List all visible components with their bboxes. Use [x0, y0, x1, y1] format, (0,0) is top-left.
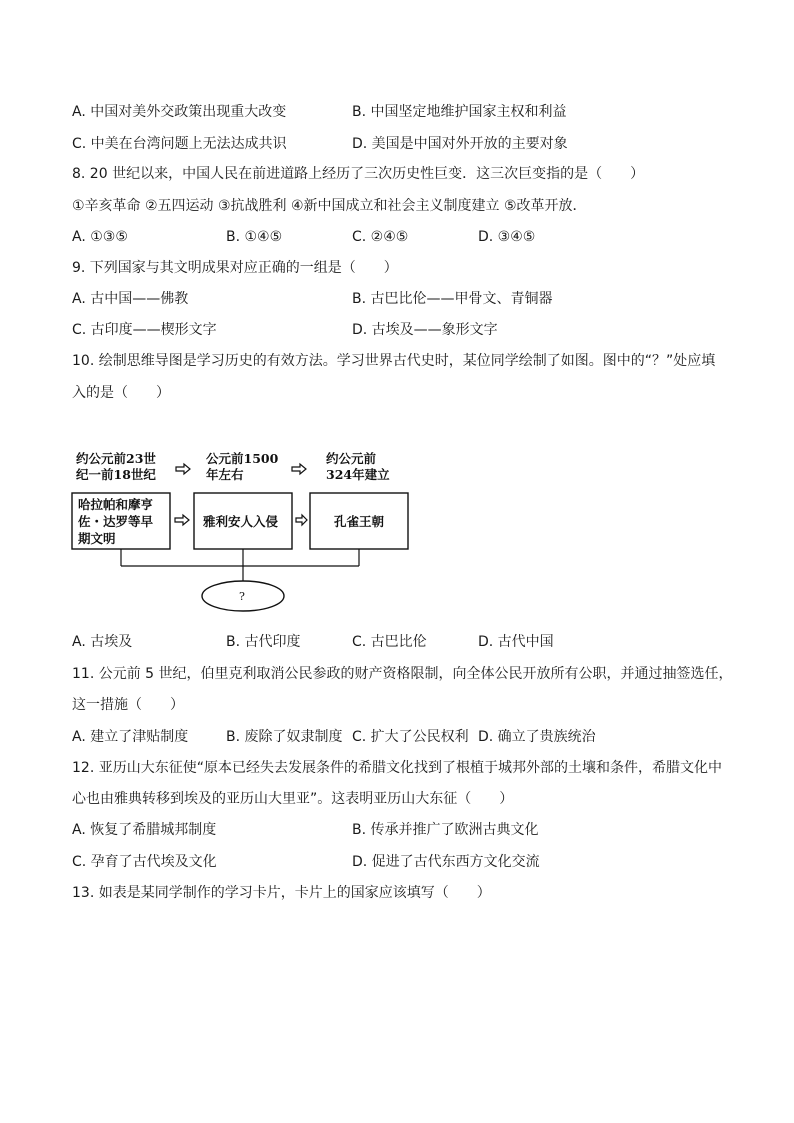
q11-option-a: A. 建立了津贴制度	[72, 729, 189, 745]
q10-stem-line1: 10. 绘制思维导图是学习历史的有效方法。学习世界古代史时，某位同学绘制了如图。图中的“？”处应填	[72, 353, 716, 369]
q11-stem-line1: 11. 公元前 5 世纪，伯里克利取消公民参政的财产资格限制，向全体公民开放所有公职，并通过抽签选任，	[72, 666, 733, 682]
diagram-box-1-line3: 期文明	[78, 531, 116, 546]
q10-option-a: A. 古埃及	[72, 634, 133, 650]
q10-option-c: C. 古巴比伦	[352, 634, 427, 650]
q8-option-a: A. ①③⑤	[72, 229, 128, 245]
q10-option-b: B. 古代印度	[226, 634, 301, 650]
q11-stem-line2: 这一措施（ ）	[72, 697, 184, 713]
diagram-box-3-label: 孔雀王朝	[334, 514, 385, 529]
q9-option-b: B. 古巴比伦——甲骨文、青铜器	[352, 291, 553, 307]
q12-option-a: A. 恢复了希腊城邦制度	[72, 822, 217, 838]
q9-option-c: C. 古印度——楔形文字	[72, 322, 217, 338]
mind-map-diagram	[62, 445, 422, 617]
diagram-question-mark: ?	[239, 590, 245, 603]
diagram-top-label-1b: 纪一前18世纪	[76, 467, 156, 482]
q10-stem-line2: 入的是（ ）	[72, 385, 170, 401]
diagram-box-1-line2: 佐・达罗等早	[78, 514, 154, 529]
diagram-top-label-2b: 年左右	[206, 467, 244, 482]
q7-option-b: B. 中国坚定地维护国家主权和利益	[352, 104, 567, 120]
q9-stem: 9. 下列国家与其文明成果对应正确的一组是（ ）	[72, 260, 398, 276]
diagram-box-1-line1: 哈拉帕和摩亨	[78, 497, 154, 512]
q7-option-c: C. 中美在台湾问题上无法达成共识	[72, 136, 287, 152]
q12-stem-line1: 12. 亚历山大东征使“原本已经失去发展条件的希腊文化找到了根植于城邦外部的土壤和条件，希腊文化中	[72, 760, 722, 776]
q12-option-b: B. 传承并推广了欧洲古典文化	[352, 822, 539, 838]
q13-stem: 13. 如表是某同学制作的学习卡片，卡片上的国家应该填写（ ）	[72, 885, 491, 901]
q8-option-b: B. ①④⑤	[226, 229, 283, 245]
q8-option-c: C. ②④⑤	[352, 229, 409, 245]
q10-option-d: D. 古代中国	[478, 634, 554, 650]
q8-option-d: D. ③④⑤	[478, 229, 536, 245]
diagram-box-2-label: 雅利安人入侵	[203, 514, 279, 529]
q11-option-d: D. 确立了贵族统治	[478, 729, 596, 745]
q9-option-a: A. 古中国——佛教	[72, 291, 189, 307]
q12-option-c: C. 孕育了古代埃及文化	[72, 854, 217, 870]
diagram-top-label-3b: 324年建立	[326, 467, 390, 482]
q7-option-d: D. 美国是中国对外开放的主要对象	[352, 136, 568, 152]
diagram-top-label-2: 公元前1500	[206, 451, 279, 466]
q11-option-b: B. 废除了奴隶制度	[226, 729, 343, 745]
diagram-top-label-1: 约公元前23世	[76, 451, 156, 466]
q8-stem: 8. 20 世纪以来，中国人民在前进道路上经历了三次历史性巨变．这三次巨变指的是（ ）	[72, 166, 645, 182]
q11-option-c: C. 扩大了公民权利	[352, 729, 469, 745]
q7-option-a: A. 中国对美外交政策出现重大改变	[72, 104, 287, 120]
q12-option-d: D. 促进了古代东西方文化交流	[352, 854, 540, 870]
q12-stem-line2: 心也由雅典转移到埃及的亚历山大里亚”。这表明亚历山大东征（ ）	[72, 791, 514, 807]
connector-lines	[121, 549, 359, 581]
q9-option-d: D. 古埃及——象形文字	[352, 322, 498, 338]
q8-items: ①辛亥革命 ②五四运动 ③抗战胜利 ④新中国成立和社会主义制度建立 ⑤改革开放．	[72, 198, 587, 214]
diagram-top-label-3: 约公元前	[326, 451, 377, 466]
